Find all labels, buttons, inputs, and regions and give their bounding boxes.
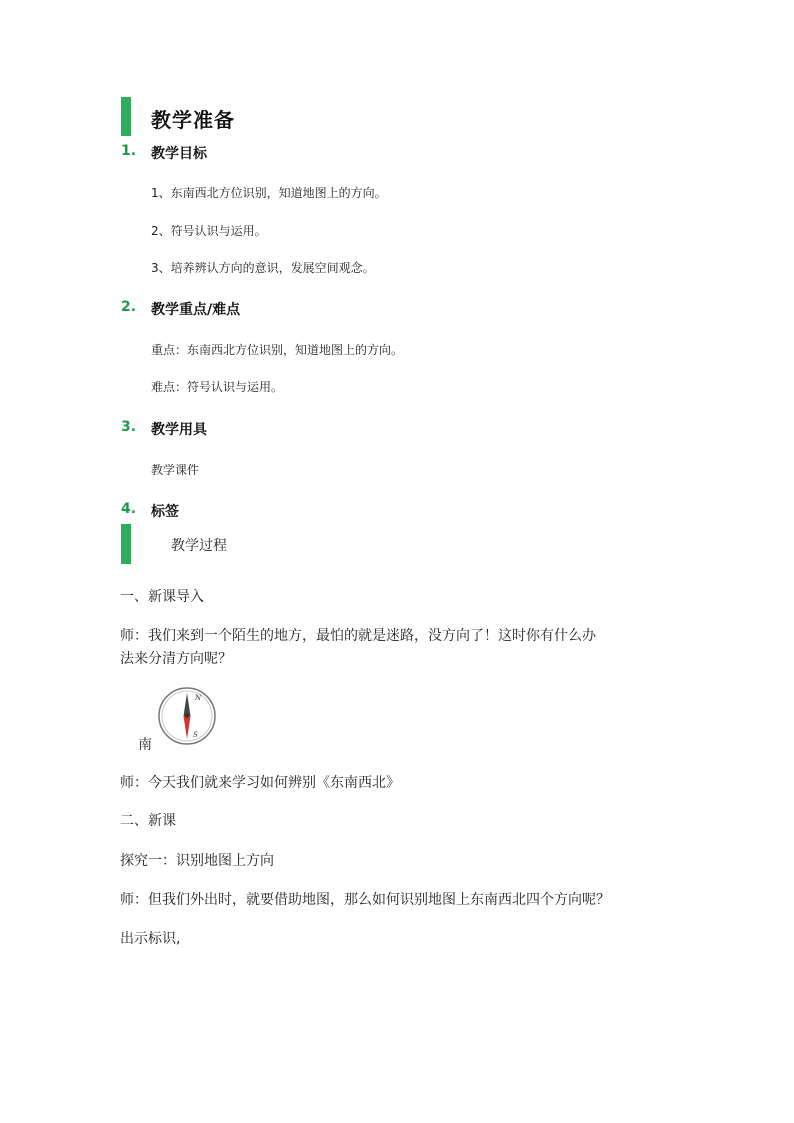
section-number: 3. (121, 419, 137, 435)
list-item: 教学课件 (151, 463, 200, 477)
process-accent-bar (121, 524, 131, 564)
section-title: 教学目标 (151, 146, 207, 162)
paragraph: 探究一：识别地图上方向 (120, 853, 274, 869)
paragraph: 师：今天我们就来学习如何辨别《东南西北》 (120, 775, 400, 791)
compass-south-label: S (193, 731, 198, 739)
paragraph: 法来分清方向呢？ (120, 651, 232, 667)
section-title: 教学重点/难点 (151, 302, 241, 318)
section-number: 2. (121, 299, 137, 315)
compass-caption: 南 (138, 737, 152, 753)
process-title: 教学过程 (171, 538, 227, 554)
list-item: 难点：符号认识与运用。 (151, 380, 284, 394)
compass-icon (157, 686, 217, 746)
paragraph: 二、新课 (120, 813, 176, 829)
paragraph: 一、新课导入 (120, 589, 204, 605)
list-item: 2、符号认识与运用。 (151, 224, 267, 238)
paragraph: 师：我们来到一个陌生的地方，最怕的就是迷路，没方向了！这时你有什么办 (120, 628, 596, 644)
page-title: 教学准备 (151, 108, 235, 132)
section-title: 教学用具 (151, 422, 207, 438)
list-item: 3、培养辨认方向的意识，发展空间观念。 (151, 261, 375, 275)
section-title: 标签 (151, 504, 179, 520)
list-item: 1、东南西北方位识别，知道地图上的方向。 (151, 186, 387, 200)
paragraph: 出示标识, (120, 931, 181, 947)
section-number: 1. (121, 143, 137, 159)
paragraph: 师：但我们外出时，就要借助地图，那么如何识别地图上东南西北四个方向呢？ (120, 892, 610, 908)
title-accent-bar (121, 97, 131, 136)
list-item: 重点：东南西北方位识别，知道地图上的方向。 (151, 343, 404, 357)
section-number: 4. (121, 501, 137, 517)
compass-north-label: N (195, 694, 202, 702)
